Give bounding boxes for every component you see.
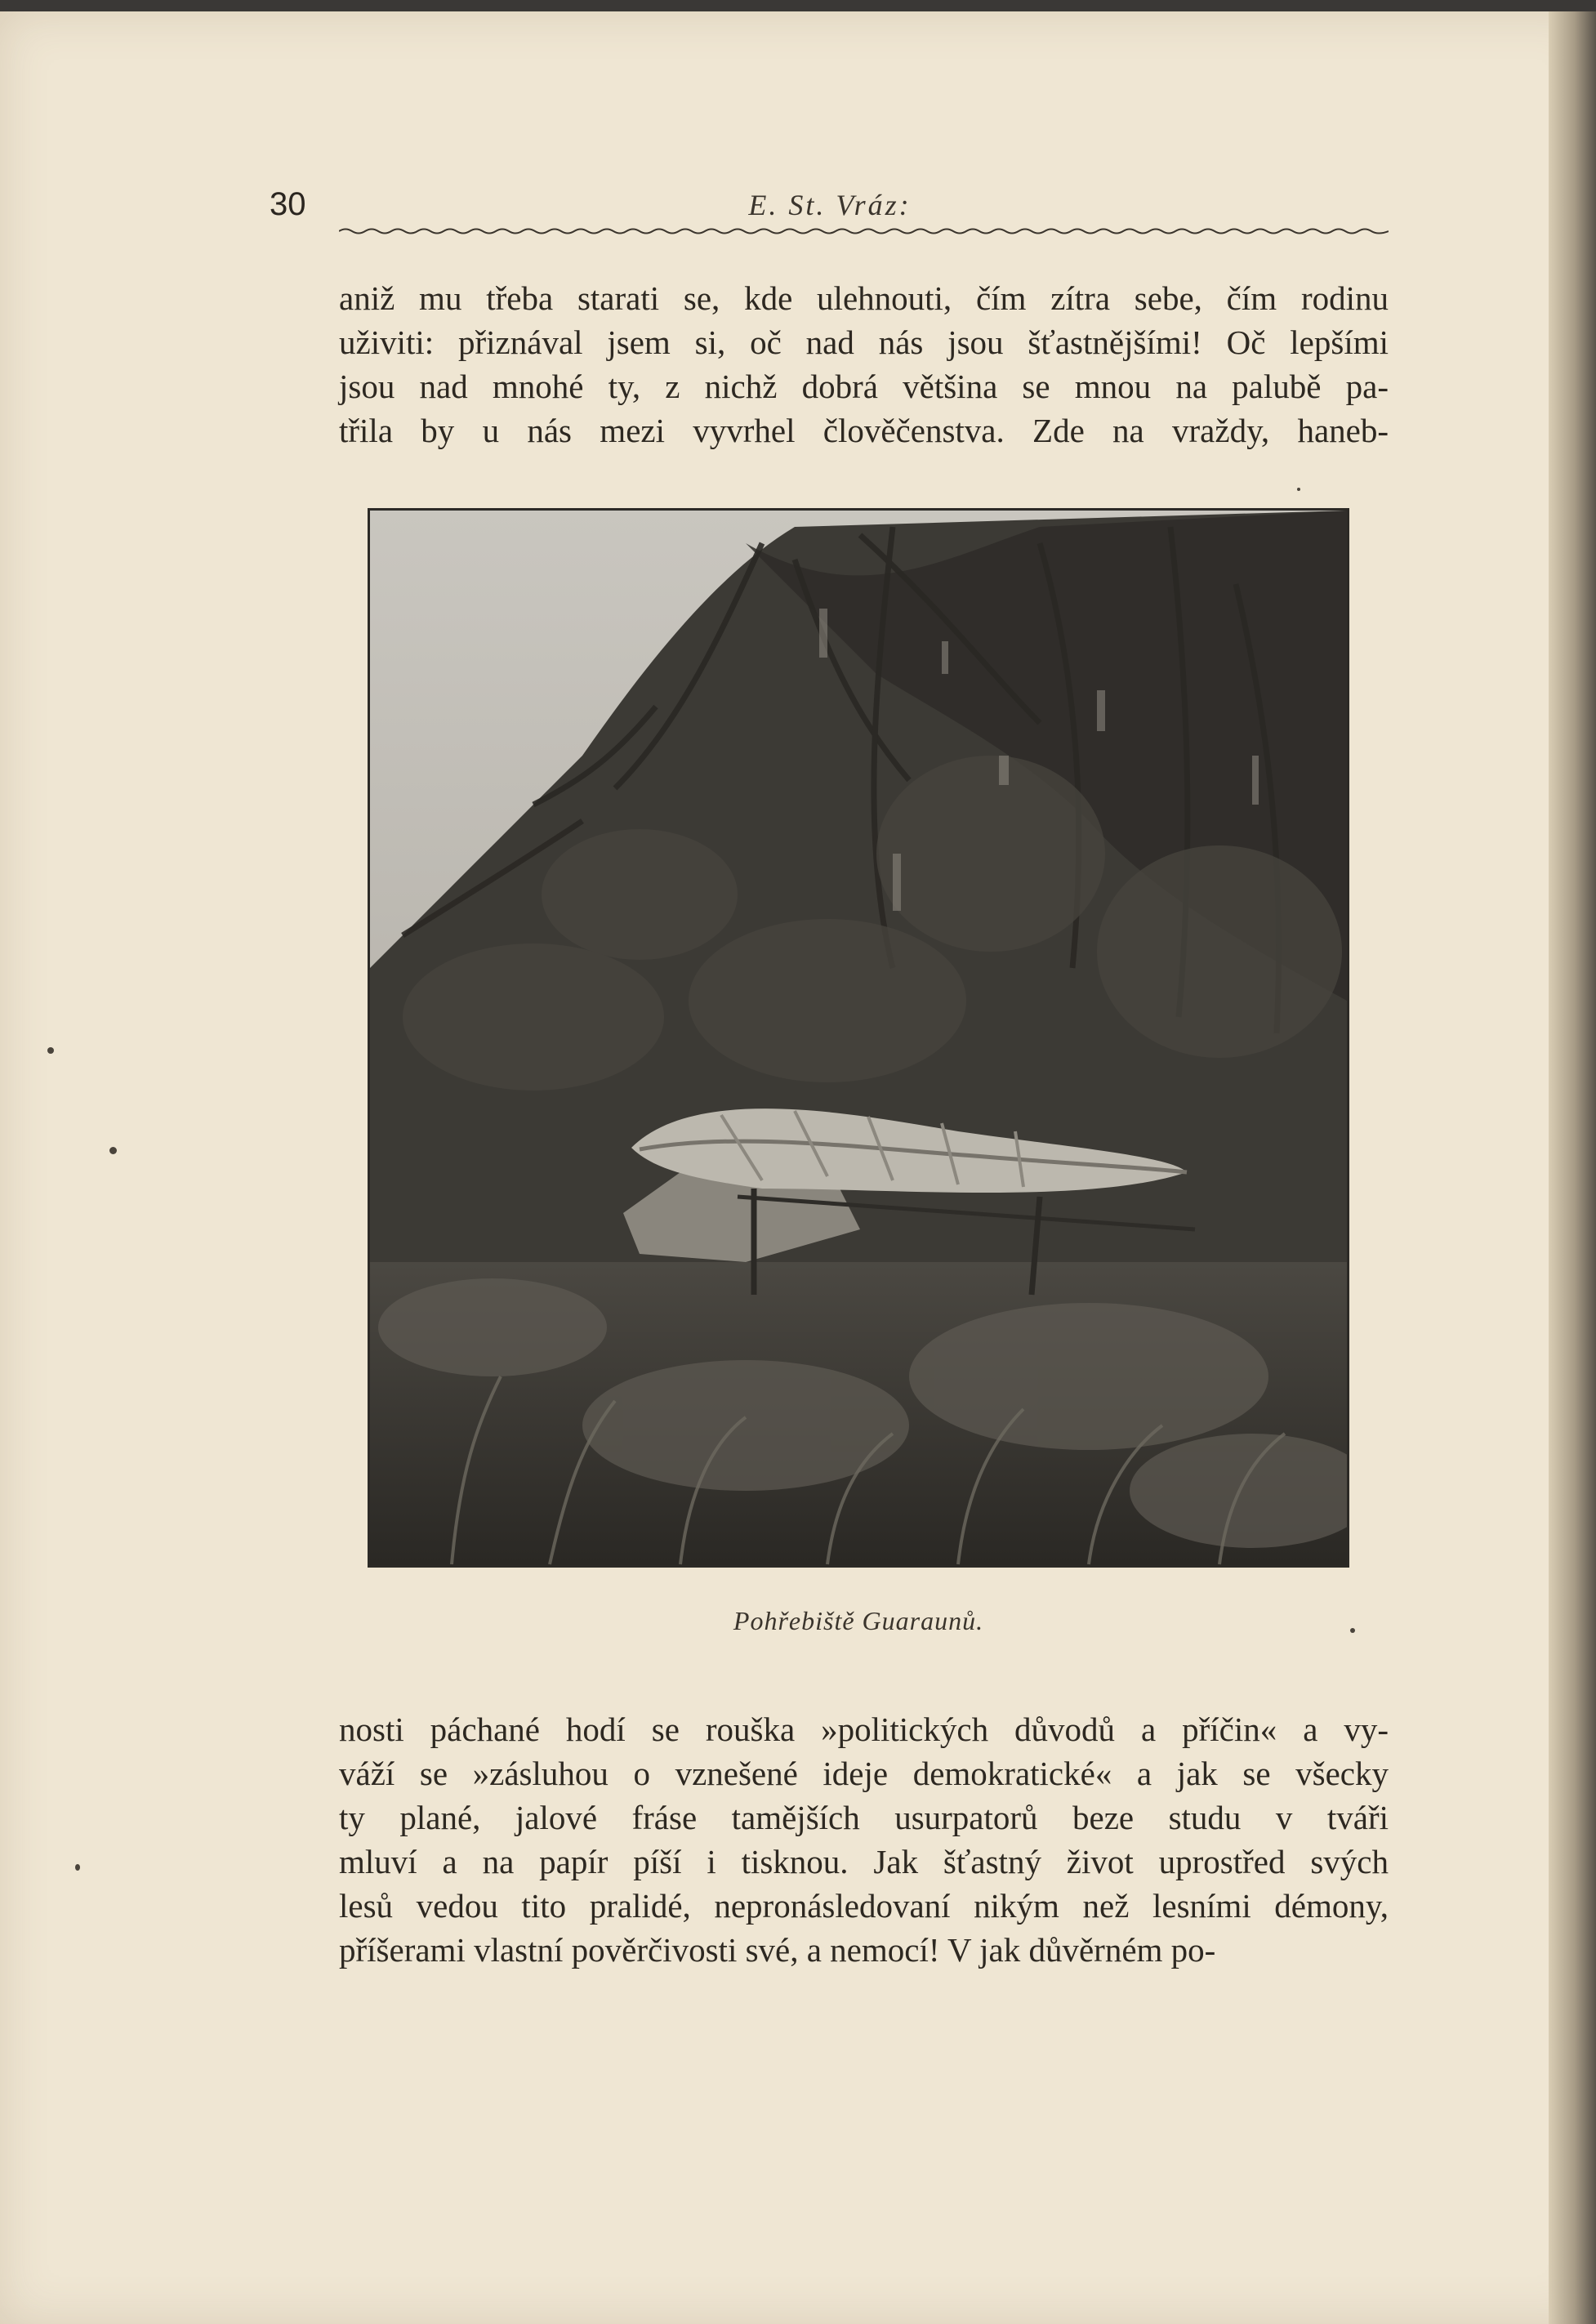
figure-caption: Pohřebiště Guaraunů. — [733, 1606, 984, 1635]
paper-speck — [47, 1047, 54, 1054]
paper-speck — [1350, 1628, 1355, 1633]
halftone-photo-burial-ground — [368, 508, 1349, 1568]
text-line: nosti páchané hodí se rouška »politických důvodů a příčin« a vy- — [339, 1711, 1389, 1748]
text-line: lesů vedou tito pralidé, nepronásledovaní nikým než lesními démony, — [339, 1887, 1389, 1925]
page-number: 30 — [270, 186, 306, 222]
paper-speck — [109, 1147, 117, 1154]
page-edge-shadow — [1549, 11, 1596, 2324]
text-line: váží se »zásluhou o vznešené ideje demokratické« a jak se všecky — [339, 1755, 1389, 1792]
body-text-bottom — [339, 1707, 1389, 1972]
paper-speck — [1297, 488, 1300, 491]
text-line: jsou nad mnohé ty, z nichž dobrá většina se mnou na palubě pa- — [339, 368, 1389, 405]
text-line: mluví a na papír píší i tisknou. Jak šťastný život uprostřed svých — [339, 1843, 1389, 1880]
running-head: E. St. Vráz: — [748, 189, 912, 221]
photo-illustration — [370, 511, 1347, 1565]
text-line: příšerami vlastní pověrčivosti své, a nemocí! V jak důvěrném po- — [339, 1931, 1216, 1969]
paper-speck — [75, 1864, 80, 1871]
text-line: třila by u nás mezi vyvrhel člověčenstva. Zde na vraždy, haneb- — [339, 412, 1389, 449]
text-line: aniž mu třeba starati se, kde ulehnouti, čím zítra sebe, čím rodinu — [339, 279, 1389, 317]
body-text-top — [339, 276, 1389, 453]
text-line: uživiti: přiznával jsem si, oč nad nás jsou šťastnějšími! Oč lepšími — [339, 323, 1389, 361]
header-wavy-rule — [339, 227, 1389, 235]
text-line: ty plané, jalové fráse tamějších usurpatorů beze studu v tváři — [339, 1799, 1389, 1836]
